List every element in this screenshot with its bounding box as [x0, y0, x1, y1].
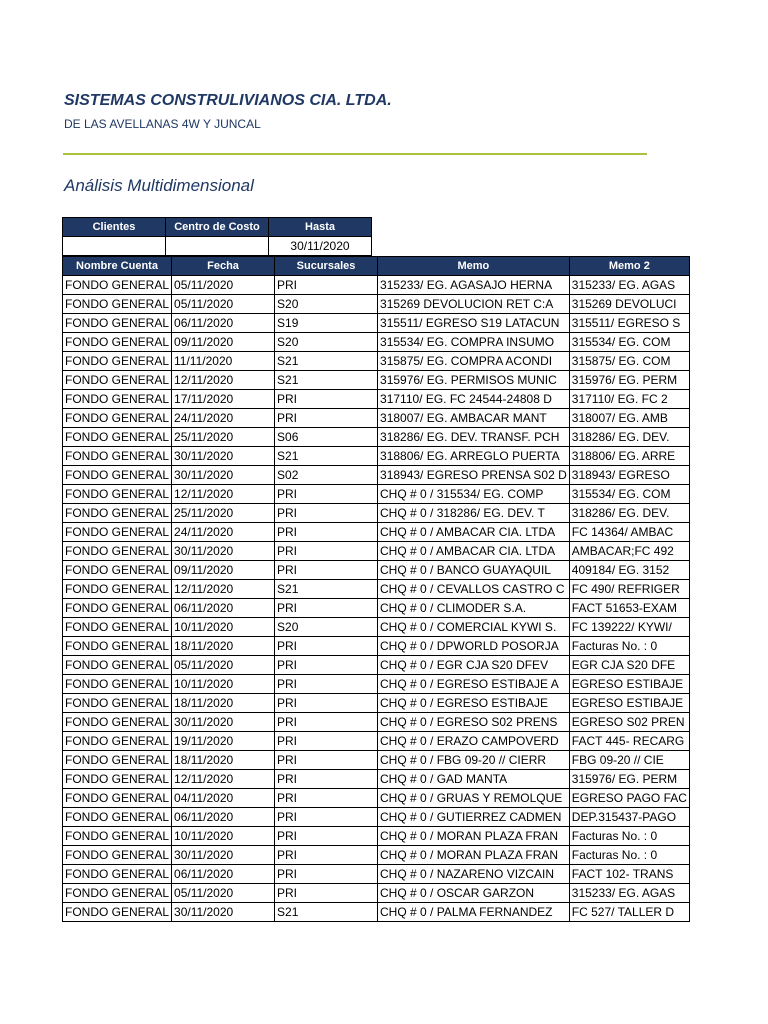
cell-nombre-cuenta[interactable]: FONDO GENERAL [63, 276, 172, 295]
cell-nombre-cuenta[interactable]: FONDO GENERAL [63, 694, 172, 713]
cell-sucursales[interactable]: PRI [275, 523, 378, 542]
cell-sucursales[interactable]: PRI [275, 694, 378, 713]
cell-nombre-cuenta[interactable]: FONDO GENERAL [63, 542, 172, 561]
cell-memo[interactable]: CHQ # 0 / PALMA FERNANDEZ [378, 903, 570, 922]
column-header-memo: Memo [378, 257, 570, 276]
cell-sucursales[interactable]: S21 [275, 371, 378, 390]
cell-nombre-cuenta[interactable]: FONDO GENERAL [63, 428, 172, 447]
cell-nombre-cuenta[interactable]: FONDO GENERAL [63, 409, 172, 428]
cell-memo-2[interactable]: EGR CJA S20 DFE [569, 656, 689, 675]
cell-memo[interactable]: CHQ # 0 / EGRESO S02 PRENS [378, 713, 570, 732]
cell-nombre-cuenta[interactable]: FONDO GENERAL [63, 504, 172, 523]
cell-sucursales[interactable]: PRI [275, 637, 378, 656]
cell-memo-2[interactable]: EGRESO S02 PREN [569, 713, 689, 732]
cell-sucursales[interactable]: PRI [275, 675, 378, 694]
cell-fecha[interactable]: 09/11/2020 [172, 561, 275, 580]
table-row[interactable] [63, 333, 690, 352]
cell-memo[interactable]: 315534/ EG. COMPRA INSUMO [378, 333, 570, 352]
cell-fecha[interactable]: 12/11/2020 [172, 371, 275, 390]
cell-fecha[interactable]: 10/11/2020 [172, 675, 275, 694]
cell-memo[interactable]: 315976/ EG. PERMISOS MUNIC [378, 371, 570, 390]
cell-sucursales[interactable]: S21 [275, 447, 378, 466]
cell-memo[interactable]: CHQ # 0 / 318286/ EG. DEV. T [378, 504, 570, 523]
cell-sucursales[interactable]: PRI [275, 542, 378, 561]
report-title: Análisis Multidimensional [64, 176, 254, 195]
cell-sucursales[interactable]: PRI [275, 884, 378, 903]
cell-memo-2[interactable]: 315233/ EG. AGAS [569, 884, 689, 903]
cell-fecha[interactable]: 18/11/2020 [172, 694, 275, 713]
table-row[interactable] [63, 447, 690, 466]
cell-memo[interactable]: CHQ # 0 / AMBACAR CIA. LTDA [378, 542, 570, 561]
cell-fecha[interactable]: 12/11/2020 [172, 580, 275, 599]
cell-memo[interactable]: 318007/ EG. AMBACAR MANT [378, 409, 570, 428]
cell-memo-2[interactable]: Facturas No. : 0 [569, 846, 689, 865]
table-row[interactable] [63, 751, 690, 770]
table-row[interactable] [63, 428, 690, 447]
table-row[interactable] [63, 523, 690, 542]
cell-sucursales[interactable]: S21 [275, 903, 378, 922]
cell-fecha[interactable]: 30/11/2020 [172, 846, 275, 865]
table-row[interactable] [63, 713, 690, 732]
cell-memo-2[interactable]: 315976/ EG. PERM [569, 770, 689, 789]
table-row[interactable] [63, 409, 690, 428]
column-header-fecha: Fecha [172, 257, 275, 276]
table-row[interactable] [63, 542, 690, 561]
cell-fecha[interactable]: 11/11/2020 [172, 352, 275, 371]
table-row[interactable] [63, 295, 690, 314]
cell-memo[interactable]: 317110/ EG. FC 24544-24808 D [378, 390, 570, 409]
data-table [62, 256, 690, 922]
cell-fecha[interactable]: 06/11/2020 [172, 314, 275, 333]
cell-sucursales[interactable]: PRI [275, 599, 378, 618]
cell-memo-2[interactable]: 315976/ EG. PERM [569, 371, 689, 390]
cell-sucursales[interactable]: S20 [275, 295, 378, 314]
cell-sucursales[interactable]: PRI [275, 390, 378, 409]
cell-memo[interactable]: CHQ # 0 / FBG 09-20 // CIERR [378, 751, 570, 770]
cell-memo-2[interactable]: EGRESO ESTIBAJE [569, 694, 689, 713]
cell-sucursales[interactable]: S21 [275, 352, 378, 371]
cell-memo-2[interactable]: EGRESO ESTIBAJE [569, 675, 689, 694]
cell-sucursales[interactable]: PRI [275, 561, 378, 580]
cell-memo[interactable]: 318286/ EG. DEV. TRANSF. PCH [378, 428, 570, 447]
column-header-memo-2: Memo 2 [569, 257, 689, 276]
cell-memo[interactable]: CHQ # 0 / EGRESO ESTIBAJE [378, 694, 570, 713]
table-row[interactable] [63, 352, 690, 371]
cell-memo-2[interactable]: FC 14364/ AMBAC [569, 523, 689, 542]
cell-memo[interactable]: 318943/ EGRESO PRENSA S02 D [378, 466, 570, 485]
cell-fecha[interactable]: 10/11/2020 [172, 827, 275, 846]
cell-sucursales[interactable]: S19 [275, 314, 378, 333]
table-row[interactable] [63, 770, 690, 789]
cell-nombre-cuenta[interactable]: FONDO GENERAL [63, 466, 172, 485]
cell-memo-2[interactable]: Facturas No. : 0 [569, 637, 689, 656]
cell-fecha[interactable]: 05/11/2020 [172, 276, 275, 295]
cell-fecha[interactable]: 18/11/2020 [172, 637, 275, 656]
cell-fecha[interactable]: 09/11/2020 [172, 333, 275, 352]
cell-memo-2[interactable]: FC 139222/ KYWI/ [569, 618, 689, 637]
table-row[interactable] [63, 580, 690, 599]
cell-nombre-cuenta[interactable]: FONDO GENERAL [63, 523, 172, 542]
cell-memo[interactable]: CHQ # 0 / 315534/ EG. COMP [378, 485, 570, 504]
cell-memo[interactable]: 315875/ EG. COMPRA ACONDI [378, 352, 570, 371]
cell-memo-2[interactable]: FC 527/ TALLER D [569, 903, 689, 922]
cell-fecha[interactable]: 19/11/2020 [172, 732, 275, 751]
cell-memo[interactable]: CHQ # 0 / COMERCIAL KYWI S. [378, 618, 570, 637]
cell-nombre-cuenta[interactable]: FONDO GENERAL [63, 789, 172, 808]
table-row[interactable] [63, 789, 690, 808]
cell-memo-2[interactable]: 409184/ EG. 3152 [569, 561, 689, 580]
table-row[interactable] [63, 485, 690, 504]
cell-fecha[interactable]: 12/11/2020 [172, 770, 275, 789]
cell-memo[interactable]: CHQ # 0 / GAD MANTA [378, 770, 570, 789]
table-row[interactable] [63, 865, 690, 884]
cell-nombre-cuenta[interactable]: FONDO GENERAL [63, 390, 172, 409]
cell-nombre-cuenta[interactable]: FONDO GENERAL [63, 713, 172, 732]
cell-nombre-cuenta[interactable]: FONDO GENERAL [63, 295, 172, 314]
cell-memo[interactable]: CHQ # 0 / NAZARENO VIZCAIN [378, 865, 570, 884]
cell-nombre-cuenta[interactable]: FONDO GENERAL [63, 561, 172, 580]
cell-nombre-cuenta[interactable]: FONDO GENERAL [63, 314, 172, 333]
cell-memo[interactable]: CHQ # 0 / EGR CJA S20 DFEV [378, 656, 570, 675]
table-row[interactable] [63, 884, 690, 903]
cell-fecha[interactable]: 05/11/2020 [172, 295, 275, 314]
cell-memo[interactable]: 318806/ EG. ARREGLO PUERTA [378, 447, 570, 466]
cell-sucursales[interactable]: PRI [275, 751, 378, 770]
cell-fecha[interactable]: 05/11/2020 [172, 656, 275, 675]
cell-fecha[interactable]: 17/11/2020 [172, 390, 275, 409]
cell-fecha[interactable]: 30/11/2020 [172, 542, 275, 561]
filter-header-hasta: Hasta [269, 218, 372, 237]
cell-sucursales[interactable]: PRI [275, 485, 378, 504]
table-row[interactable] [63, 675, 690, 694]
table-row[interactable] [63, 561, 690, 580]
header-divider [63, 153, 647, 155]
cell-sucursales[interactable]: S20 [275, 618, 378, 637]
cell-memo-2[interactable]: 318286/ EG. DEV. [569, 504, 689, 523]
cell-fecha[interactable]: 06/11/2020 [172, 808, 275, 827]
table-row[interactable] [63, 466, 690, 485]
filter-value-hasta[interactable]: 30/11/2020 [269, 237, 372, 256]
filter-table [62, 217, 372, 256]
cell-memo[interactable]: CHQ # 0 / AMBACAR CIA. LTDA [378, 523, 570, 542]
cell-fecha[interactable]: 25/11/2020 [172, 428, 275, 447]
cell-sucursales[interactable]: S06 [275, 428, 378, 447]
table-row[interactable] [63, 903, 690, 922]
cell-memo[interactable]: 315511/ EGRESO S19 LATACUN [378, 314, 570, 333]
cell-sucursales[interactable]: PRI [275, 409, 378, 428]
cell-fecha[interactable]: 12/11/2020 [172, 485, 275, 504]
cell-sucursales[interactable]: PRI [275, 732, 378, 751]
cell-memo-2[interactable]: EGRESO PAGO FAC [569, 789, 689, 808]
cell-nombre-cuenta[interactable]: FONDO GENERAL [63, 599, 172, 618]
cell-fecha[interactable]: 30/11/2020 [172, 447, 275, 466]
cell-memo-2[interactable]: 318286/ EG. DEV. [569, 428, 689, 447]
cell-memo[interactable]: CHQ # 0 / GRUAS Y REMOLQUE [378, 789, 570, 808]
cell-memo[interactable]: CHQ # 0 / BANCO GUAYAQUIL [378, 561, 570, 580]
table-row[interactable] [63, 846, 690, 865]
cell-memo[interactable]: 315233/ EG. AGASAJO HERNA [378, 276, 570, 295]
cell-sucursales[interactable]: PRI [275, 276, 378, 295]
cell-nombre-cuenta[interactable]: FONDO GENERAL [63, 485, 172, 504]
cell-memo-2[interactable]: 315269 DEVOLUCI [569, 295, 689, 314]
cell-sucursales[interactable]: PRI [275, 656, 378, 675]
filter-header-clientes: Clientes [63, 218, 166, 237]
cell-sucursales[interactable]: S02 [275, 466, 378, 485]
cell-memo-2[interactable]: 315511/ EGRESO S [569, 314, 689, 333]
cell-nombre-cuenta[interactable]: FONDO GENERAL [63, 770, 172, 789]
cell-memo-2[interactable]: FACT 445- RECARG [569, 732, 689, 751]
table-row[interactable] [63, 276, 690, 295]
cell-memo-2[interactable]: 318943/ EGRESO [569, 466, 689, 485]
cell-memo-2[interactable]: AMBACAR;FC 492 [569, 542, 689, 561]
cell-memo-2[interactable]: 317110/ EG. FC 2 [569, 390, 689, 409]
table-row[interactable] [63, 637, 690, 656]
cell-memo-2[interactable]: 318007/ EG. AMB [569, 409, 689, 428]
table-row[interactable] [63, 314, 690, 333]
cell-memo[interactable]: CHQ # 0 / DPWORLD POSORJA [378, 637, 570, 656]
cell-sucursales[interactable]: PRI [275, 808, 378, 827]
cell-memo[interactable]: CHQ # 0 / EGRESO ESTIBAJE A [378, 675, 570, 694]
cell-memo[interactable]: 315269 DEVOLUCION RET C:A [378, 295, 570, 314]
table-row[interactable] [63, 656, 690, 675]
table-row[interactable] [63, 694, 690, 713]
cell-sucursales[interactable]: PRI [275, 827, 378, 846]
cell-sucursales[interactable]: PRI [275, 713, 378, 732]
table-row[interactable] [63, 504, 690, 523]
cell-nombre-cuenta[interactable]: FONDO GENERAL [63, 352, 172, 371]
cell-memo[interactable]: CHQ # 0 / CLIMODER S.A. [378, 599, 570, 618]
column-header-sucursales: Sucursales [275, 257, 378, 276]
cell-sucursales[interactable]: S20 [275, 333, 378, 352]
cell-nombre-cuenta[interactable]: FONDO GENERAL [63, 618, 172, 637]
cell-sucursales[interactable]: PRI [275, 865, 378, 884]
cell-nombre-cuenta[interactable]: FONDO GENERAL [63, 846, 172, 865]
table-row[interactable] [63, 618, 690, 637]
cell-nombre-cuenta[interactable]: FONDO GENERAL [63, 637, 172, 656]
cell-memo[interactable]: CHQ # 0 / CEVALLOS CASTRO C [378, 580, 570, 599]
cell-fecha[interactable]: 18/11/2020 [172, 751, 275, 770]
cell-memo[interactable]: CHQ # 0 / OSCAR GARZON [378, 884, 570, 903]
cell-nombre-cuenta[interactable]: FONDO GENERAL [63, 732, 172, 751]
cell-fecha[interactable]: 06/11/2020 [172, 865, 275, 884]
filter-header-centro-costo: Centro de Costo [166, 218, 269, 237]
cell-nombre-cuenta[interactable]: FONDO GENERAL [63, 865, 172, 884]
cell-fecha[interactable]: 24/11/2020 [172, 409, 275, 428]
table-row[interactable] [63, 371, 690, 390]
cell-memo-2[interactable]: FACT 102- TRANS [569, 865, 689, 884]
cell-sucursales[interactable]: PRI [275, 770, 378, 789]
cell-memo-2[interactable]: 318806/ EG. ARRE [569, 447, 689, 466]
cell-nombre-cuenta[interactable]: FONDO GENERAL [63, 675, 172, 694]
cell-sucursales[interactable]: PRI [275, 789, 378, 808]
cell-nombre-cuenta[interactable]: FONDO GENERAL [63, 903, 172, 922]
cell-sucursales[interactable]: PRI [275, 504, 378, 523]
table-row[interactable] [63, 390, 690, 409]
cell-fecha[interactable]: 30/11/2020 [172, 713, 275, 732]
cell-fecha[interactable]: 24/11/2020 [172, 523, 275, 542]
cell-fecha[interactable]: 10/11/2020 [172, 618, 275, 637]
cell-memo[interactable]: CHQ # 0 / MORAN PLAZA FRAN [378, 846, 570, 865]
company-name: SISTEMAS CONSTRULIVIANOS CIA. LTDA. [64, 92, 392, 109]
cell-memo-2[interactable]: 315534/ EG. COM [569, 485, 689, 504]
cell-memo-2[interactable]: FACT 51653-EXAM [569, 599, 689, 618]
cell-nombre-cuenta[interactable]: FONDO GENERAL [63, 808, 172, 827]
cell-nombre-cuenta[interactable]: FONDO GENERAL [63, 884, 172, 903]
cell-memo[interactable]: CHQ # 0 / MORAN PLAZA FRAN [378, 827, 570, 846]
cell-fecha[interactable]: 05/11/2020 [172, 884, 275, 903]
cell-nombre-cuenta[interactable]: FONDO GENERAL [63, 333, 172, 352]
cell-memo-2[interactable]: 315233/ EG. AGAS [569, 276, 689, 295]
cell-memo[interactable]: CHQ # 0 / GUTIERREZ CADMEN [378, 808, 570, 827]
cell-nombre-cuenta[interactable]: FONDO GENERAL [63, 447, 172, 466]
column-header-nombre-cuenta: Nombre Cuenta [63, 257, 172, 276]
cell-sucursales[interactable]: S21 [275, 580, 378, 599]
cell-fecha[interactable]: 30/11/2020 [172, 903, 275, 922]
cell-memo-2[interactable]: 315534/ EG. COM [569, 333, 689, 352]
filter-value-centro-costo[interactable] [166, 237, 269, 256]
cell-memo-2[interactable]: DEP.315437-PAGO [569, 808, 689, 827]
cell-memo-2[interactable]: FBG 09-20 // CIE [569, 751, 689, 770]
cell-nombre-cuenta[interactable]: FONDO GENERAL [63, 656, 172, 675]
data-table-body [63, 276, 690, 922]
table-row[interactable] [63, 808, 690, 827]
cell-memo-2[interactable]: Facturas No. : 0 [569, 827, 689, 846]
filter-value-clientes[interactable] [63, 237, 166, 256]
cell-fecha[interactable]: 25/11/2020 [172, 504, 275, 523]
cell-memo[interactable]: CHQ # 0 / ERAZO CAMPOVERD [378, 732, 570, 751]
cell-nombre-cuenta[interactable]: FONDO GENERAL [63, 580, 172, 599]
cell-sucursales[interactable]: PRI [275, 846, 378, 865]
cell-nombre-cuenta[interactable]: FONDO GENERAL [63, 371, 172, 390]
cell-fecha[interactable]: 06/11/2020 [172, 599, 275, 618]
table-row[interactable] [63, 599, 690, 618]
cell-fecha[interactable]: 30/11/2020 [172, 466, 275, 485]
cell-memo-2[interactable]: 315875/ EG. COM [569, 352, 689, 371]
table-row[interactable] [63, 732, 690, 751]
cell-nombre-cuenta[interactable]: FONDO GENERAL [63, 751, 172, 770]
company-address: DE LAS AVELLANAS 4W Y JUNCAL [64, 117, 261, 131]
table-row[interactable] [63, 827, 690, 846]
cell-fecha[interactable]: 04/11/2020 [172, 789, 275, 808]
cell-nombre-cuenta[interactable]: FONDO GENERAL [63, 827, 172, 846]
cell-memo-2[interactable]: FC 490/ REFRIGER [569, 580, 689, 599]
